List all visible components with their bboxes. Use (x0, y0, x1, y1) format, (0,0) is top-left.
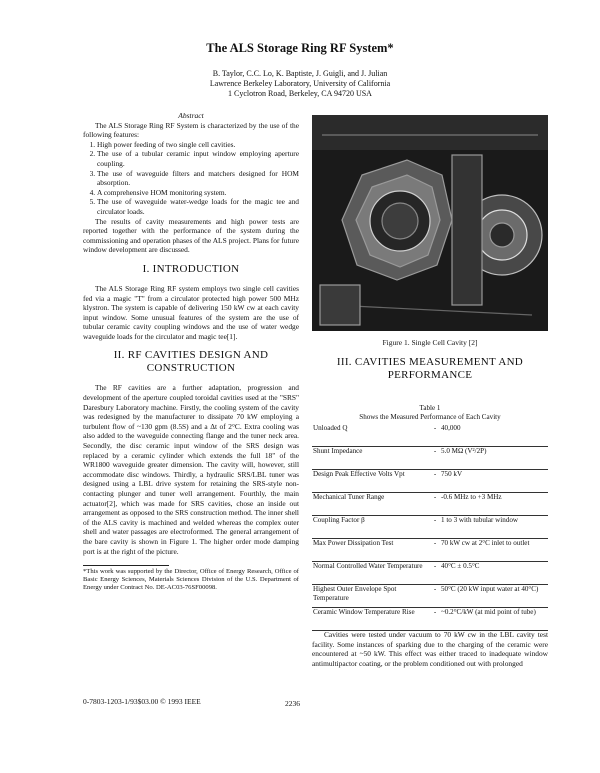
row-label: Max Power Dissipation Test (312, 539, 430, 562)
row-value: 5.0 MΩ (V²/2P) (440, 447, 548, 470)
table-row: Normal Controlled Water Temperature - 40°C ± 0.5°C (312, 562, 548, 585)
performance-table (312, 404, 548, 631)
copyright-line: 0-7803-1203-1/93$03.00 © 1993 IEEE (83, 697, 201, 706)
introduction-text: The ALS Storage Ring RF system employs two single cell cavities fed via a magic "T" from a circulator protected high power 500 MHz klystron. The system is capable of delivering 150 kW cw at each cavity input window. Some unusual features of the system are the use of tubular ceramic cavity coupling windows and the use of water wedge waveguide loads for the circulator and magic tee[1]. (83, 283, 299, 341)
rf-cavities-text: The RF cavities are a further adaptation, progression and development of the aperture coupled toroidal cavities used at the "SRS" Daresbury Laboratory machine. Firstly, the cooling system of the cavity was redesigned by the manufacturer to dissipate 70 kW employing a turbulent flow of ~130 gpm (8.5S) and a Δt of 2°C. Extra cooling was also added to the waveguide connecting flange and the tuner neck area. Secondly, the disc ceramic input window of the SRS design was replaced by a ceramic cylinder which extends the full 18" of the WR1800 waveguide greater dimension. The cavity will, however, still accommodate disc windows. Thirdly, a hydraulic SRS/LBL tuner was designed using a LBL drive system for retaining the SRS-style non-contacting plunger and tuner well arrangement. Fourthly, the main actuator[2], which was made for SRS cavities, chose an inside out arrangement as opposed to the SRS construction method. The inner shell of the ALS cavity is machined and welded whereas the complex outer shell and water passages are electroformed. The general arrangement of the bare cavity is shown in Figure 1. The higher order mode damping port is at the right of the picture. (83, 383, 299, 556)
table-body (312, 424, 548, 631)
row-label: Ceramic Window Temperature Rise (312, 608, 430, 631)
table-row: Coupling Factor β - 1 to 3 with tubular window (312, 516, 548, 539)
abstract-outro: The results of cavity measurements and high power tests are reported together with the performance of the system during the commissioning and operation phases of the ALS project. Plans for future window development are discussed. (83, 216, 299, 255)
row-value: 70 kW cw at 2°C inlet to outlet (440, 539, 548, 562)
list-item: 4. A comprehensive HOM monitoring system. (97, 188, 299, 198)
list-item: 1. High power feeding of two single cell cavities. (97, 140, 299, 150)
section-heading-introduction: I. INTRODUCTION (142, 262, 240, 275)
row-label: Coupling Factor β (312, 516, 430, 539)
list-item: 2. The use of a tubular ceramic input window employing aperture coupling. (97, 149, 299, 168)
row-label: Shunt Impedance (312, 447, 430, 470)
cavity-photo (312, 115, 548, 331)
row-label: Normal Controlled Water Temperature (312, 562, 430, 585)
table-row: Mechanical Tuner Range - -0.6 MHz to +3 MHz (312, 493, 548, 516)
abstract-heading: Abstract (178, 111, 204, 120)
authors: B. Taylor, C.C. Lo, K. Baptiste, J. Guigli, and J. Julian (212, 69, 388, 78)
row-label: Design Peak Effective Volts Vpt (312, 470, 430, 493)
figure-caption: Figure 1. Single Cell Cavity [2] (382, 338, 478, 347)
row-value: 40,000 (440, 424, 548, 447)
measurement-column (312, 630, 548, 668)
abstract-intro: The ALS Storage Ring RF System is characterized by the use of the following features: (83, 120, 299, 140)
row-value: 1 to 3 with tubular window (440, 516, 548, 539)
table-row: Shunt Impedance - 5.0 MΩ (V²/2P) (312, 447, 548, 470)
affiliation-line-1: Lawrence Berkeley Laboratory, University of California (209, 79, 391, 88)
page-number: 2236 (285, 699, 300, 708)
list-item: 3. The use of waveguide filters and matchers designed for HOM absorption. (97, 169, 299, 188)
measurement-text: Cavities were tested under vacuum to 70 kW cw in the LBL cavity test facility. Some instances of sparking due to the charging of the ceramic were encountered at ~50 kW. This effect was either traced to inadequate window antimultipactor coating, or the problem conditioned out with prolonged (312, 630, 548, 668)
row-value: 40°C ± 0.5°C (440, 562, 548, 585)
paper-title: The ALS Storage Ring RF System* (206, 41, 394, 55)
table-row: Highest Outer Envelope Spot Temperature - 50°C (20 kW input water at 40°C) (312, 585, 548, 608)
footnote-rule (83, 565, 169, 566)
list-item: 5. The use of waveguide water-wedge loads for the magic tee and circulator loads. (97, 197, 299, 216)
table-row: Ceramic Window Temperature Rise - ~0.2°C/kW (at mid point of tube) (312, 608, 548, 631)
row-value: ~0.2°C/kW (at mid point of tube) (440, 608, 548, 631)
section-heading-measurement: III. CAVITIES MEASUREMENT AND PERFORMANCE (336, 356, 524, 381)
cavity-photo-drawing (312, 115, 548, 331)
affiliation-line-2: 1 Cyclotron Road, Berkeley, CA 94720 USA (228, 89, 372, 98)
table-row: Design Peak Effective Volts Vpt - 750 kV (312, 470, 548, 493)
table-subtitle: Shows the Measured Performance of Each Cavity (359, 412, 501, 421)
table-row: Max Power Dissipation Test - 70 kW cw at 2°C inlet to outlet (312, 539, 548, 562)
row-label: Mechanical Tuner Range (312, 493, 430, 516)
row-value: 750 kV (440, 470, 548, 493)
row-value: -0.6 MHz to +3 MHz (440, 493, 548, 516)
row-label: Highest Outer Envelope Spot Temperature (312, 585, 430, 608)
row-value: 50°C (20 kW input water at 40°C) (440, 585, 548, 608)
section-heading-rf-cavities: II. RF CAVITIES DESIGN AND CONSTRUCTION (113, 349, 269, 375)
table-row: Unloaded Q - 40,000 (312, 424, 548, 447)
abstract-feature-list (83, 140, 299, 217)
left-column (83, 111, 299, 592)
footnote: *This work was supported by the Director, Office of Energy Research, Office of Basic Energy Sciences, Materials Sciences Division of the U.S. Department of Energy under Contract No. DE-AC03-76SF00098. (83, 568, 299, 592)
row-label: Unloaded Q (312, 424, 430, 447)
table-title: Table 1 (419, 404, 441, 412)
